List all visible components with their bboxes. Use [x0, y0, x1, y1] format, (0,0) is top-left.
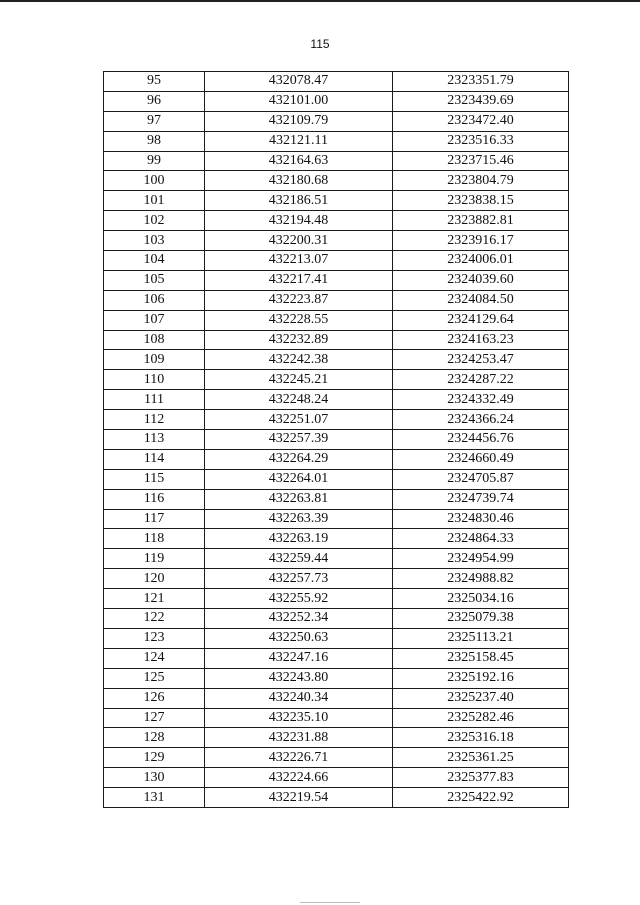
y-coordinate-cell: 2323838.15	[393, 191, 569, 211]
table-row	[104, 708, 569, 728]
x-coordinate-cell: 432264.29	[205, 449, 393, 469]
table-row	[104, 270, 569, 290]
y-coordinate-cell: 2323916.17	[393, 231, 569, 251]
table-row	[104, 728, 569, 748]
y-coordinate-cell: 2323516.33	[393, 131, 569, 151]
point-number-cell: 121	[104, 589, 205, 609]
point-number-cell: 111	[104, 390, 205, 410]
point-number-cell: 99	[104, 151, 205, 171]
y-coordinate-cell: 2325282.46	[393, 708, 569, 728]
table-row	[104, 449, 569, 469]
y-coordinate-cell: 2324253.47	[393, 350, 569, 370]
x-coordinate-cell: 432121.11	[205, 131, 393, 151]
point-number-cell: 131	[104, 788, 205, 808]
table-row	[104, 628, 569, 648]
point-number-cell: 120	[104, 569, 205, 589]
y-coordinate-cell: 2323804.79	[393, 171, 569, 191]
y-coordinate-cell: 2324006.01	[393, 251, 569, 271]
x-coordinate-cell: 432263.81	[205, 489, 393, 509]
point-number-cell: 98	[104, 131, 205, 151]
table-row	[104, 251, 569, 271]
scan-edge-top	[0, 0, 640, 2]
y-coordinate-cell: 2324705.87	[393, 469, 569, 489]
y-coordinate-cell: 2324084.50	[393, 290, 569, 310]
y-coordinate-cell: 2324864.33	[393, 529, 569, 549]
x-coordinate-cell: 432219.54	[205, 788, 393, 808]
table-row	[104, 72, 569, 92]
y-coordinate-cell: 2324129.64	[393, 310, 569, 330]
table-row	[104, 310, 569, 330]
x-coordinate-cell: 432232.89	[205, 330, 393, 350]
point-number-cell: 117	[104, 509, 205, 529]
point-number-cell: 123	[104, 628, 205, 648]
table-row	[104, 549, 569, 569]
y-coordinate-cell: 2323882.81	[393, 211, 569, 231]
point-number-cell: 112	[104, 410, 205, 430]
y-coordinate-cell: 2325361.25	[393, 748, 569, 768]
y-coordinate-cell: 2324163.23	[393, 330, 569, 350]
x-coordinate-cell: 432259.44	[205, 549, 393, 569]
table-row	[104, 370, 569, 390]
point-number-cell: 128	[104, 728, 205, 748]
y-coordinate-cell: 2325237.40	[393, 688, 569, 708]
point-number-cell: 130	[104, 768, 205, 788]
x-coordinate-cell: 432247.16	[205, 648, 393, 668]
y-coordinate-cell: 2324988.82	[393, 569, 569, 589]
point-number-cell: 110	[104, 370, 205, 390]
x-coordinate-cell: 432224.66	[205, 768, 393, 788]
table-row	[104, 91, 569, 111]
x-coordinate-cell: 432257.39	[205, 430, 393, 450]
y-coordinate-cell: 2325158.45	[393, 648, 569, 668]
x-coordinate-cell: 432264.01	[205, 469, 393, 489]
point-number-cell: 102	[104, 211, 205, 231]
y-coordinate-cell: 2324366.24	[393, 410, 569, 430]
x-coordinate-cell: 432186.51	[205, 191, 393, 211]
y-coordinate-cell: 2325377.83	[393, 768, 569, 788]
point-number-cell: 96	[104, 91, 205, 111]
y-coordinate-cell: 2323351.79	[393, 72, 569, 92]
x-coordinate-cell: 432257.73	[205, 569, 393, 589]
point-number-cell: 116	[104, 489, 205, 509]
table-row	[104, 330, 569, 350]
y-coordinate-cell: 2325034.16	[393, 589, 569, 609]
table-row	[104, 151, 569, 171]
table-row	[104, 648, 569, 668]
point-number-cell: 97	[104, 111, 205, 131]
point-number-cell: 115	[104, 469, 205, 489]
x-coordinate-cell: 432248.24	[205, 390, 393, 410]
point-number-cell: 113	[104, 430, 205, 450]
x-coordinate-cell: 432101.00	[205, 91, 393, 111]
point-number-cell: 105	[104, 270, 205, 290]
y-coordinate-cell: 2324830.46	[393, 509, 569, 529]
x-coordinate-cell: 432245.21	[205, 370, 393, 390]
y-coordinate-cell: 2324287.22	[393, 370, 569, 390]
y-coordinate-cell: 2324660.49	[393, 449, 569, 469]
x-coordinate-cell: 432223.87	[205, 290, 393, 310]
x-coordinate-cell: 432200.31	[205, 231, 393, 251]
point-number-cell: 114	[104, 449, 205, 469]
table-row	[104, 569, 569, 589]
x-coordinate-cell: 432109.79	[205, 111, 393, 131]
table-row	[104, 788, 569, 808]
point-number-cell: 106	[104, 290, 205, 310]
point-number-cell: 101	[104, 191, 205, 211]
table-row	[104, 191, 569, 211]
x-coordinate-cell: 432217.41	[205, 270, 393, 290]
page-number: 115	[310, 37, 330, 51]
x-coordinate-cell: 432263.39	[205, 509, 393, 529]
point-number-cell: 100	[104, 171, 205, 191]
y-coordinate-cell: 2323715.46	[393, 151, 569, 171]
table-row	[104, 231, 569, 251]
table-row	[104, 430, 569, 450]
x-coordinate-cell: 432078.47	[205, 72, 393, 92]
y-coordinate-cell: 2325079.38	[393, 609, 569, 629]
coordinates-table-body	[104, 72, 569, 808]
table-row	[104, 509, 569, 529]
table-row	[104, 469, 569, 489]
point-number-cell: 119	[104, 549, 205, 569]
y-coordinate-cell: 2324739.74	[393, 489, 569, 509]
y-coordinate-cell: 2323472.40	[393, 111, 569, 131]
scan-edge-bottom	[300, 902, 360, 903]
point-number-cell: 104	[104, 251, 205, 271]
x-coordinate-cell: 432251.07	[205, 410, 393, 430]
point-number-cell: 118	[104, 529, 205, 549]
table-row	[104, 171, 569, 191]
table-row	[104, 529, 569, 549]
table-row	[104, 609, 569, 629]
y-coordinate-cell: 2324456.76	[393, 430, 569, 450]
x-coordinate-cell: 432263.19	[205, 529, 393, 549]
point-number-cell: 124	[104, 648, 205, 668]
x-coordinate-cell: 432242.38	[205, 350, 393, 370]
table-row	[104, 768, 569, 788]
y-coordinate-cell: 2324039.60	[393, 270, 569, 290]
y-coordinate-cell: 2323439.69	[393, 91, 569, 111]
point-number-cell: 109	[104, 350, 205, 370]
point-number-cell: 125	[104, 668, 205, 688]
table-row	[104, 668, 569, 688]
x-coordinate-cell: 432226.71	[205, 748, 393, 768]
point-number-cell: 103	[104, 231, 205, 251]
x-coordinate-cell: 432194.48	[205, 211, 393, 231]
table-row	[104, 589, 569, 609]
x-coordinate-cell: 432228.55	[205, 310, 393, 330]
table-row	[104, 489, 569, 509]
table-row	[104, 131, 569, 151]
y-coordinate-cell: 2325113.21	[393, 628, 569, 648]
table-row	[104, 111, 569, 131]
x-coordinate-cell: 432164.63	[205, 151, 393, 171]
point-number-cell: 95	[104, 72, 205, 92]
table-row	[104, 290, 569, 310]
point-number-cell: 127	[104, 708, 205, 728]
y-coordinate-cell: 2325316.18	[393, 728, 569, 748]
x-coordinate-cell: 432180.68	[205, 171, 393, 191]
point-number-cell: 107	[104, 310, 205, 330]
point-number-cell: 122	[104, 609, 205, 629]
x-coordinate-cell: 432243.80	[205, 668, 393, 688]
table-row	[104, 748, 569, 768]
y-coordinate-cell: 2325422.92	[393, 788, 569, 808]
x-coordinate-cell: 432240.34	[205, 688, 393, 708]
x-coordinate-cell: 432231.88	[205, 728, 393, 748]
x-coordinate-cell: 432252.34	[205, 609, 393, 629]
y-coordinate-cell: 2325192.16	[393, 668, 569, 688]
table-row	[104, 410, 569, 430]
x-coordinate-cell: 432255.92	[205, 589, 393, 609]
point-number-cell: 129	[104, 748, 205, 768]
x-coordinate-cell: 432250.63	[205, 628, 393, 648]
table-row	[104, 390, 569, 410]
coordinates-table	[103, 71, 569, 808]
x-coordinate-cell: 432235.10	[205, 708, 393, 728]
y-coordinate-cell: 2324954.99	[393, 549, 569, 569]
table-row	[104, 211, 569, 231]
point-number-cell: 126	[104, 688, 205, 708]
point-number-cell: 108	[104, 330, 205, 350]
table-row	[104, 350, 569, 370]
x-coordinate-cell: 432213.07	[205, 251, 393, 271]
y-coordinate-cell: 2324332.49	[393, 390, 569, 410]
table-row	[104, 688, 569, 708]
